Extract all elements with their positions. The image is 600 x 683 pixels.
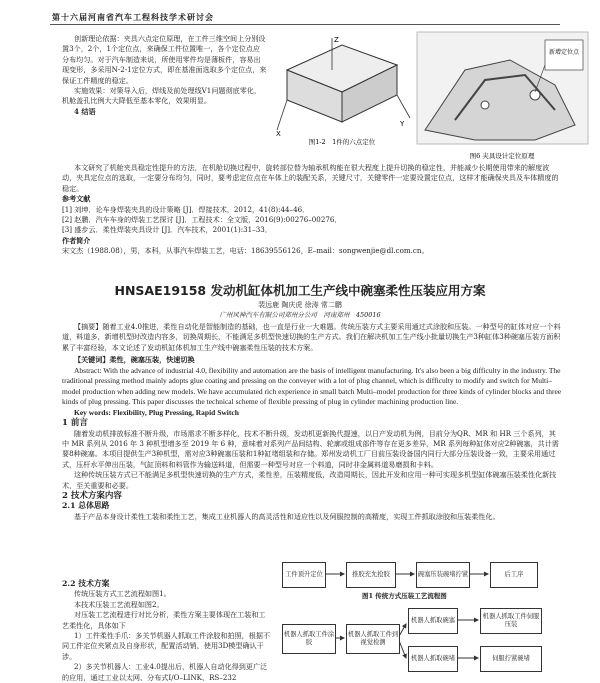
six-point-figure (272, 30, 412, 148)
flow2-step: 机器人抓取工件涂胶 (282, 624, 336, 654)
section-heading: 1 前言 (62, 418, 88, 429)
flow2-step: 伺服拧紧碗堵 (480, 646, 542, 672)
paragraph: 传统压装方式工艺流程如图1。 (74, 589, 171, 599)
fixture-figure (415, 30, 590, 165)
axis-x-label: X (276, 130, 281, 138)
flow2-step: 机器人抓取碗塞 (408, 608, 458, 634)
reference-item: [2] 赵鹏．汽车车身的焊装工艺探讨 [J]．工程技术：全文版，2016(9):00276–00276． (62, 215, 342, 225)
paragraph: 对压装工艺流程进行对比分析，柔性方案主要体现在工装和工艺柔性化，具体如下 (62, 610, 266, 630)
references-title: 参考文献 (62, 194, 91, 204)
section-heading: 2 技术方案内容 (62, 490, 122, 501)
article-title: HNSAE19158 发动机缸体机加工生产线中碗塞柔性压装应用方案 (114, 283, 486, 298)
paragraph: 随着发动机排放标准不断升级，市场需求不断多样化，技术不断升级，发动机更新换代提速，以日产发动机为例，目前分为QR、MR 和 HR 三个系列，其中 MR 系列从 2016 年 3 种机型增多至 2019 年 6 种，意味着对系列产品间结构、轮廓或组成部件等存在更多差异，MR 系列每种缸体对应2种碗塞，共计需要8种碗塞。本项目提供生产3种机型，需对应3种碗塞压装和1种缸堵组装和存储。郑州发动机工厂目前压装设备国内同行大部分压装设备一致，主要采用通过式，压杆水平伸出压装，气缸顶料和料管作为输送料道，但需要一种型号对应一个料道，同时非金属料道易磨损和卡料。 (62, 428, 559, 469)
flow1-step: 后工序 (490, 562, 538, 588)
author-info: 宋文杰（1988.08），男，本科，从事汽车焊装工艺，电话：18639556126，E–mail：songwenjie@dl.com.cn。 (62, 246, 429, 256)
article-authors: 裴远鹿 陶庆虎 徐涛 常二鹏 (258, 301, 342, 309)
flow1-step: 工件顶升定位 (282, 562, 326, 588)
paragraph: 2）多关节机器人：工业4.0提出后，机器人自动化得到更广泛的应用，通过工业以太网、分布式I/O–LINK、RS–232 (62, 662, 268, 682)
figure-caption: 图1-2 1件的六点定位 (308, 138, 376, 146)
flow1-step: 碗塞压装碗堵拧紧 (416, 562, 470, 588)
references (62, 194, 562, 256)
paragraph: 这种传统压装方式已不能满足多机型快速切换的生产方式，柔性差，压装精度低，改造周期长，因此开发和应用一种可实现多机型缸体碗塞压装柔性化新技术，至关重要和必要。 (62, 470, 557, 490)
paragraph: 创新理论依据：夹具六点定位原理，在工件三维空间上分别设置3个，2个，1个定位点，来确保工件位置唯一，各个定位点应分布均匀。对于汽车制造来说，所使用零件均是薄板件，容易出现变形，多采用N-2-1定位方式，即在基准面选取多个定位点，来保证工件精度的稳定。 (62, 34, 267, 85)
paragraph: 实施效果：对策导入后，焊线及前处理线V1问题彻底零化，机舱盖孔比例大大降低至基本零化，效果明显。 (62, 86, 261, 106)
article-body (62, 322, 562, 522)
prev-left-column (62, 34, 267, 117)
running-header: 第十六届河南省汽车工程科技学术研讨会 (52, 12, 214, 22)
subsection-heading: 2.1 总体思路 (62, 501, 110, 511)
figure-caption: 图6 夹具设计定位原理 (469, 152, 535, 160)
flow1-caption: 图1 传统方式压装工艺流程图 (362, 592, 447, 600)
tech-column (62, 579, 272, 683)
section-heading: 4 结语 (74, 106, 96, 116)
keywords-cn: 【关键词】柔性，碗塞压装，快速切换 (74, 355, 195, 365)
flow2-step: 机器人抓取碗堵 (408, 646, 458, 672)
new-point-label: 新增定位点 (548, 49, 580, 56)
keywords-en: Key words: Flexibility, Plug Pressing, Rapid Switch (74, 407, 239, 417)
reference-item: [1] 刘坤．论车身焊装夹具的设计策略 [J]．焊接技术，2012，41(8):44–46． (62, 204, 310, 214)
conclusion-block (62, 163, 562, 257)
author-title: 作者简介 (62, 235, 91, 245)
axis-y-label: Y (400, 120, 405, 128)
axis-z-label: Z (334, 36, 339, 44)
paragraph: 本文研究了机舱夹具稳定性提升的方法，在机舱切换过程中，旋转部位替为轴承机构能在很大程度上提升切换的稳定性，并能减少长期使用带来的解度波动，夹具定位点的选取，一定要分布均匀，同时，要考虑定位点在车体上的装配关系，关键尺寸，关键零件一定要设置定位点，这样才能确保夹具及车体精度的稳定。 (62, 163, 559, 193)
flow2-step: 机器人抓取工件伺服压装 (480, 608, 542, 634)
flow1-step: 推胶充允抢胶 (346, 562, 396, 588)
article-affiliation: 广州风神汽车有限公司郑州分公司 河南郑州 450016 (219, 311, 381, 319)
abstract-cn: 【摘要】随着工业4.0推进，柔性自动化是智能制造的基础，也一直是行业一大难题。传统压装方式主要采用通过式涂胶和压装。一种型号的缸体对应一个料道，料道多，新增机型时改造内容多，切换周期长，不能满足多机型快速切换的生产方式。我们在解决机加工生产线小批量切换生产3种缸体3种碗塞压装方面积累了丰富经验，本文论述了发动机缸体机加工生产线中碗塞柔性压装的技术方案。 (62, 322, 561, 352)
paragraph: 1）工件柔性手爪：多关节机器人抓取工件涂胶和拍照，根据不同工件定位夹紧点及自身形状，配置活动销，使用3D模型确认干涉。 (62, 631, 271, 661)
process-flowcharts (282, 562, 582, 678)
abstract-en: Abstract: With the advance of industrial 4.0, flexibility and automation are the basis of intelligent manufacturing. It's also been a big difficulty in the industry. The traditional pressing method mainly adopts glue coating and pressing on the conveyer with a lot of plug channel, which is difficulty to modify and switch for Multi–model production when adding new models. We have accumulated rich experience in small batch Multi–model production for three kinds of cylinder blocks and three kinds of plug pressing. This paper discusses the technical scheme of flexible pressing of plug in cylinder machining production line. (62, 365, 562, 407)
paragraph: 本技术压装工艺流程如图2。 (74, 599, 164, 609)
paragraph: 基于产品本身设计柔性工装和柔性工艺，集成工业机器人的高灵活性和适应性以及伺服控制的高精度，实现工件抓取涂胶和压装柔性化。 (74, 511, 500, 521)
reference-item: [3] 盛步云．柔性焊装夹具设计 [J]．汽车技术，2001(1):31–33． (62, 225, 272, 235)
subsection-heading: 2.2 技术方案 (62, 579, 110, 588)
flow2-step: 机器人抓取工件到视觉检测 (346, 624, 400, 654)
header-rule (50, 24, 560, 25)
